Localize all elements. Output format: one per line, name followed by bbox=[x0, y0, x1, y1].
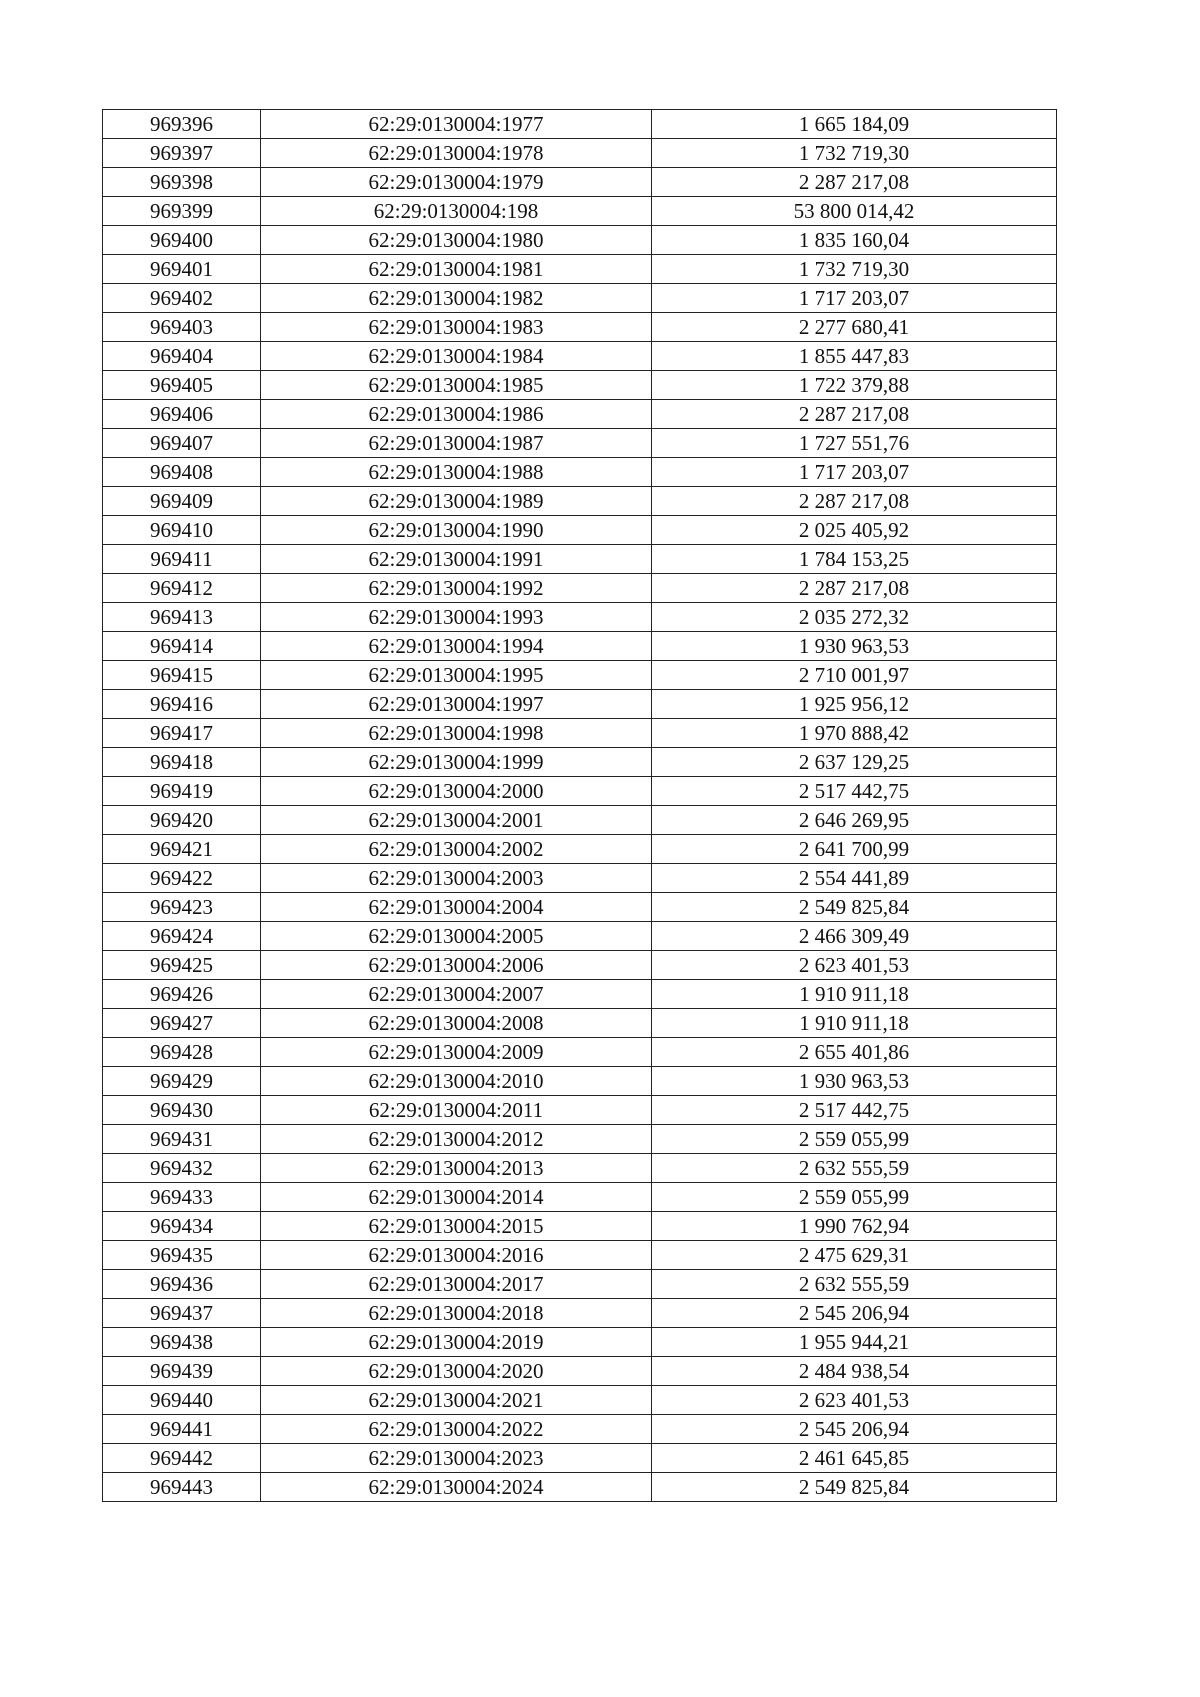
cadastral-value-cell: 2 655 401,86 bbox=[652, 1038, 1057, 1067]
row-number-cell: 969423 bbox=[103, 893, 261, 922]
row-number-cell: 969419 bbox=[103, 777, 261, 806]
cadastral-number-cell: 62:29:0130004:2023 bbox=[261, 1444, 652, 1473]
row-number-cell: 969413 bbox=[103, 603, 261, 632]
table-row bbox=[103, 1386, 1057, 1415]
cadastral-number-cell: 62:29:0130004:2020 bbox=[261, 1357, 652, 1386]
cadastral-value-cell: 2 554 441,89 bbox=[652, 864, 1057, 893]
row-number-cell: 969425 bbox=[103, 951, 261, 980]
table-row bbox=[103, 603, 1057, 632]
cadastral-number-cell: 62:29:0130004:2017 bbox=[261, 1270, 652, 1299]
table-row bbox=[103, 748, 1057, 777]
table-row bbox=[103, 516, 1057, 545]
row-number-cell: 969421 bbox=[103, 835, 261, 864]
cadastral-number-cell: 62:29:0130004:2006 bbox=[261, 951, 652, 980]
table-row bbox=[103, 1270, 1057, 1299]
row-number-cell: 969406 bbox=[103, 400, 261, 429]
row-number-cell: 969409 bbox=[103, 487, 261, 516]
cadastral-value-cell: 2 025 405,92 bbox=[652, 516, 1057, 545]
cadastral-number-cell: 62:29:0130004:2012 bbox=[261, 1125, 652, 1154]
cadastral-number-cell: 62:29:0130004:1982 bbox=[261, 284, 652, 313]
cadastral-number-cell: 62:29:0130004:1991 bbox=[261, 545, 652, 574]
row-number-cell: 969401 bbox=[103, 255, 261, 284]
cadastral-number-cell: 62:29:0130004:1977 bbox=[261, 110, 652, 139]
row-number-cell: 969416 bbox=[103, 690, 261, 719]
row-number-cell: 969434 bbox=[103, 1212, 261, 1241]
table-row bbox=[103, 951, 1057, 980]
cadastral-value-cell: 2 277 680,41 bbox=[652, 313, 1057, 342]
cadastral-number-cell: 62:29:0130004:1994 bbox=[261, 632, 652, 661]
cadastral-value-cell: 2 466 309,49 bbox=[652, 922, 1057, 951]
table-row bbox=[103, 139, 1057, 168]
cadastral-value-cell: 2 623 401,53 bbox=[652, 1386, 1057, 1415]
row-number-cell: 969417 bbox=[103, 719, 261, 748]
cadastral-value-cell: 2 545 206,94 bbox=[652, 1415, 1057, 1444]
table-row bbox=[103, 458, 1057, 487]
cadastral-number-cell: 62:29:0130004:1984 bbox=[261, 342, 652, 371]
cadastral-value-cell: 1 717 203,07 bbox=[652, 284, 1057, 313]
table-row bbox=[103, 168, 1057, 197]
cadastral-value-cell: 2 641 700,99 bbox=[652, 835, 1057, 864]
table-body bbox=[103, 110, 1057, 1502]
row-number-cell: 969428 bbox=[103, 1038, 261, 1067]
cadastral-number-cell: 62:29:0130004:1979 bbox=[261, 168, 652, 197]
row-number-cell: 969443 bbox=[103, 1473, 261, 1502]
table-row bbox=[103, 545, 1057, 574]
table-row bbox=[103, 893, 1057, 922]
cadastral-number-cell: 62:29:0130004:2004 bbox=[261, 893, 652, 922]
row-number-cell: 969411 bbox=[103, 545, 261, 574]
cadastral-value-cell: 1 784 153,25 bbox=[652, 545, 1057, 574]
table-row bbox=[103, 806, 1057, 835]
cadastral-value-cell: 1 930 963,53 bbox=[652, 632, 1057, 661]
row-number-cell: 969396 bbox=[103, 110, 261, 139]
table-row bbox=[103, 1096, 1057, 1125]
cadastral-value-cell: 2 710 001,97 bbox=[652, 661, 1057, 690]
table-row bbox=[103, 1415, 1057, 1444]
cadastral-number-cell: 62:29:0130004:2021 bbox=[261, 1386, 652, 1415]
cadastral-number-cell: 62:29:0130004:1978 bbox=[261, 139, 652, 168]
table-row bbox=[103, 1357, 1057, 1386]
table-row bbox=[103, 313, 1057, 342]
row-number-cell: 969431 bbox=[103, 1125, 261, 1154]
row-number-cell: 969402 bbox=[103, 284, 261, 313]
cadastral-number-cell: 62:29:0130004:1999 bbox=[261, 748, 652, 777]
cadastral-number-cell: 62:29:0130004:1981 bbox=[261, 255, 652, 284]
cadastral-value-cell: 1 955 944,21 bbox=[652, 1328, 1057, 1357]
cadastral-value-cell: 1 925 956,12 bbox=[652, 690, 1057, 719]
row-number-cell: 969414 bbox=[103, 632, 261, 661]
cadastral-number-cell: 62:29:0130004:2007 bbox=[261, 980, 652, 1009]
row-number-cell: 969415 bbox=[103, 661, 261, 690]
cadastral-value-cell: 1 930 963,53 bbox=[652, 1067, 1057, 1096]
row-number-cell: 969440 bbox=[103, 1386, 261, 1415]
row-number-cell: 969430 bbox=[103, 1096, 261, 1125]
cadastral-number-cell: 62:29:0130004:2010 bbox=[261, 1067, 652, 1096]
row-number-cell: 969400 bbox=[103, 226, 261, 255]
cadastral-value-cell: 1 665 184,09 bbox=[652, 110, 1057, 139]
table-row bbox=[103, 980, 1057, 1009]
row-number-cell: 969439 bbox=[103, 1357, 261, 1386]
cadastral-value-cell: 2 637 129,25 bbox=[652, 748, 1057, 777]
row-number-cell: 969412 bbox=[103, 574, 261, 603]
row-number-cell: 969422 bbox=[103, 864, 261, 893]
table-row bbox=[103, 922, 1057, 951]
cadastral-number-cell: 62:29:0130004:2013 bbox=[261, 1154, 652, 1183]
cadastral-value-cell: 1 990 762,94 bbox=[652, 1212, 1057, 1241]
cadastral-value-cell: 2 035 272,32 bbox=[652, 603, 1057, 632]
cadastral-number-cell: 62:29:0130004:2014 bbox=[261, 1183, 652, 1212]
cadastral-value-cell: 2 287 217,08 bbox=[652, 400, 1057, 429]
cadastral-value-cell: 2 287 217,08 bbox=[652, 574, 1057, 603]
cadastral-value-cell: 2 549 825,84 bbox=[652, 1473, 1057, 1502]
cadastral-value-cell: 1 732 719,30 bbox=[652, 139, 1057, 168]
cadastral-number-cell: 62:29:0130004:1989 bbox=[261, 487, 652, 516]
table-row bbox=[103, 284, 1057, 313]
row-number-cell: 969426 bbox=[103, 980, 261, 1009]
table-row bbox=[103, 777, 1057, 806]
table-row bbox=[103, 371, 1057, 400]
cadastral-number-cell: 62:29:0130004:2015 bbox=[261, 1212, 652, 1241]
table-row bbox=[103, 1009, 1057, 1038]
cadastral-value-cell: 2 475 629,31 bbox=[652, 1241, 1057, 1270]
row-number-cell: 969427 bbox=[103, 1009, 261, 1038]
cadastral-value-cell: 2 549 825,84 bbox=[652, 893, 1057, 922]
cadastral-value-cell: 2 545 206,94 bbox=[652, 1299, 1057, 1328]
table-row bbox=[103, 1444, 1057, 1473]
row-number-cell: 969407 bbox=[103, 429, 261, 458]
table-row bbox=[103, 661, 1057, 690]
cadastral-value-cell: 1 727 551,76 bbox=[652, 429, 1057, 458]
row-number-cell: 969436 bbox=[103, 1270, 261, 1299]
table-row bbox=[103, 574, 1057, 603]
cadastral-value-cell: 1 910 911,18 bbox=[652, 1009, 1057, 1038]
cadastral-value-cell: 2 517 442,75 bbox=[652, 1096, 1057, 1125]
cadastral-number-cell: 62:29:0130004:2018 bbox=[261, 1299, 652, 1328]
table-row bbox=[103, 400, 1057, 429]
table-row bbox=[103, 1125, 1057, 1154]
cadastral-number-cell: 62:29:0130004:2009 bbox=[261, 1038, 652, 1067]
cadastral-value-cell: 53 800 014,42 bbox=[652, 197, 1057, 226]
table-row bbox=[103, 1328, 1057, 1357]
table-row bbox=[103, 110, 1057, 139]
cadastral-number-cell: 62:29:0130004:1998 bbox=[261, 719, 652, 748]
table-row bbox=[103, 835, 1057, 864]
cadastral-value-cell: 2 484 938,54 bbox=[652, 1357, 1057, 1386]
table-row bbox=[103, 1212, 1057, 1241]
cadastral-value-cell: 2 287 217,08 bbox=[652, 168, 1057, 197]
cadastral-value-cell: 2 623 401,53 bbox=[652, 951, 1057, 980]
cadastral-value-cell: 2 632 555,59 bbox=[652, 1154, 1057, 1183]
table-row bbox=[103, 226, 1057, 255]
cadastral-value-cell: 2 287 217,08 bbox=[652, 487, 1057, 516]
cadastral-number-cell: 62:29:0130004:2024 bbox=[261, 1473, 652, 1502]
row-number-cell: 969404 bbox=[103, 342, 261, 371]
table-row bbox=[103, 1067, 1057, 1096]
cadastral-number-cell: 62:29:0130004:1985 bbox=[261, 371, 652, 400]
row-number-cell: 969403 bbox=[103, 313, 261, 342]
cadastral-number-cell: 62:29:0130004:1990 bbox=[261, 516, 652, 545]
table-row bbox=[103, 1473, 1057, 1502]
cadastral-number-cell: 62:29:0130004:1983 bbox=[261, 313, 652, 342]
cadastral-value-cell: 2 632 555,59 bbox=[652, 1270, 1057, 1299]
cadastral-number-cell: 62:29:0130004:2022 bbox=[261, 1415, 652, 1444]
table-row bbox=[103, 690, 1057, 719]
cadastral-number-cell: 62:29:0130004:2019 bbox=[261, 1328, 652, 1357]
cadastral-number-cell: 62:29:0130004:2016 bbox=[261, 1241, 652, 1270]
cadastral-value-cell: 2 646 269,95 bbox=[652, 806, 1057, 835]
row-number-cell: 969405 bbox=[103, 371, 261, 400]
cadastral-number-cell: 62:29:0130004:1992 bbox=[261, 574, 652, 603]
cadastral-value-cell: 1 855 447,83 bbox=[652, 342, 1057, 371]
cadastral-value-cell: 2 461 645,85 bbox=[652, 1444, 1057, 1473]
row-number-cell: 969424 bbox=[103, 922, 261, 951]
row-number-cell: 969435 bbox=[103, 1241, 261, 1270]
cadastral-number-cell: 62:29:0130004:1997 bbox=[261, 690, 652, 719]
table-row bbox=[103, 719, 1057, 748]
row-number-cell: 969429 bbox=[103, 1067, 261, 1096]
row-number-cell: 969420 bbox=[103, 806, 261, 835]
cadastral-number-cell: 62:29:0130004:2003 bbox=[261, 864, 652, 893]
cadastral-value-cell: 2 559 055,99 bbox=[652, 1183, 1057, 1212]
table-row bbox=[103, 255, 1057, 284]
row-number-cell: 969398 bbox=[103, 168, 261, 197]
cadastral-value-table bbox=[102, 109, 1057, 1502]
cadastral-number-cell: 62:29:0130004:1980 bbox=[261, 226, 652, 255]
row-number-cell: 969442 bbox=[103, 1444, 261, 1473]
cadastral-value-cell: 2 517 442,75 bbox=[652, 777, 1057, 806]
row-number-cell: 969397 bbox=[103, 139, 261, 168]
row-number-cell: 969438 bbox=[103, 1328, 261, 1357]
table-row bbox=[103, 342, 1057, 371]
row-number-cell: 969432 bbox=[103, 1154, 261, 1183]
cadastral-value-cell: 1 910 911,18 bbox=[652, 980, 1057, 1009]
table-row bbox=[103, 864, 1057, 893]
table-row bbox=[103, 1183, 1057, 1212]
table-row bbox=[103, 429, 1057, 458]
cadastral-number-cell: 62:29:0130004:2001 bbox=[261, 806, 652, 835]
table-row bbox=[103, 1038, 1057, 1067]
cadastral-value-cell: 1 717 203,07 bbox=[652, 458, 1057, 487]
row-number-cell: 969399 bbox=[103, 197, 261, 226]
cadastral-number-cell: 62:29:0130004:2005 bbox=[261, 922, 652, 951]
table-row bbox=[103, 487, 1057, 516]
cadastral-value-cell: 2 559 055,99 bbox=[652, 1125, 1057, 1154]
cadastral-value-cell: 1 970 888,42 bbox=[652, 719, 1057, 748]
cadastral-value-cell: 1 732 719,30 bbox=[652, 255, 1057, 284]
row-number-cell: 969418 bbox=[103, 748, 261, 777]
table-row bbox=[103, 197, 1057, 226]
table-row bbox=[103, 1154, 1057, 1183]
cadastral-number-cell: 62:29:0130004:1993 bbox=[261, 603, 652, 632]
row-number-cell: 969410 bbox=[103, 516, 261, 545]
cadastral-number-cell: 62:29:0130004:2011 bbox=[261, 1096, 652, 1125]
cadastral-number-cell: 62:29:0130004:1986 bbox=[261, 400, 652, 429]
cadastral-number-cell: 62:29:0130004:2000 bbox=[261, 777, 652, 806]
row-number-cell: 969433 bbox=[103, 1183, 261, 1212]
table-row bbox=[103, 1299, 1057, 1328]
row-number-cell: 969437 bbox=[103, 1299, 261, 1328]
cadastral-value-cell: 1 722 379,88 bbox=[652, 371, 1057, 400]
cadastral-number-cell: 62:29:0130004:2002 bbox=[261, 835, 652, 864]
cadastral-number-cell: 62:29:0130004:1995 bbox=[261, 661, 652, 690]
cadastral-number-cell: 62:29:0130004:2008 bbox=[261, 1009, 652, 1038]
row-number-cell: 969441 bbox=[103, 1415, 261, 1444]
table-row bbox=[103, 632, 1057, 661]
cadastral-value-cell: 1 835 160,04 bbox=[652, 226, 1057, 255]
row-number-cell: 969408 bbox=[103, 458, 261, 487]
cadastral-number-cell: 62:29:0130004:198 bbox=[261, 197, 652, 226]
table-row bbox=[103, 1241, 1057, 1270]
cadastral-number-cell: 62:29:0130004:1987 bbox=[261, 429, 652, 458]
cadastral-number-cell: 62:29:0130004:1988 bbox=[261, 458, 652, 487]
